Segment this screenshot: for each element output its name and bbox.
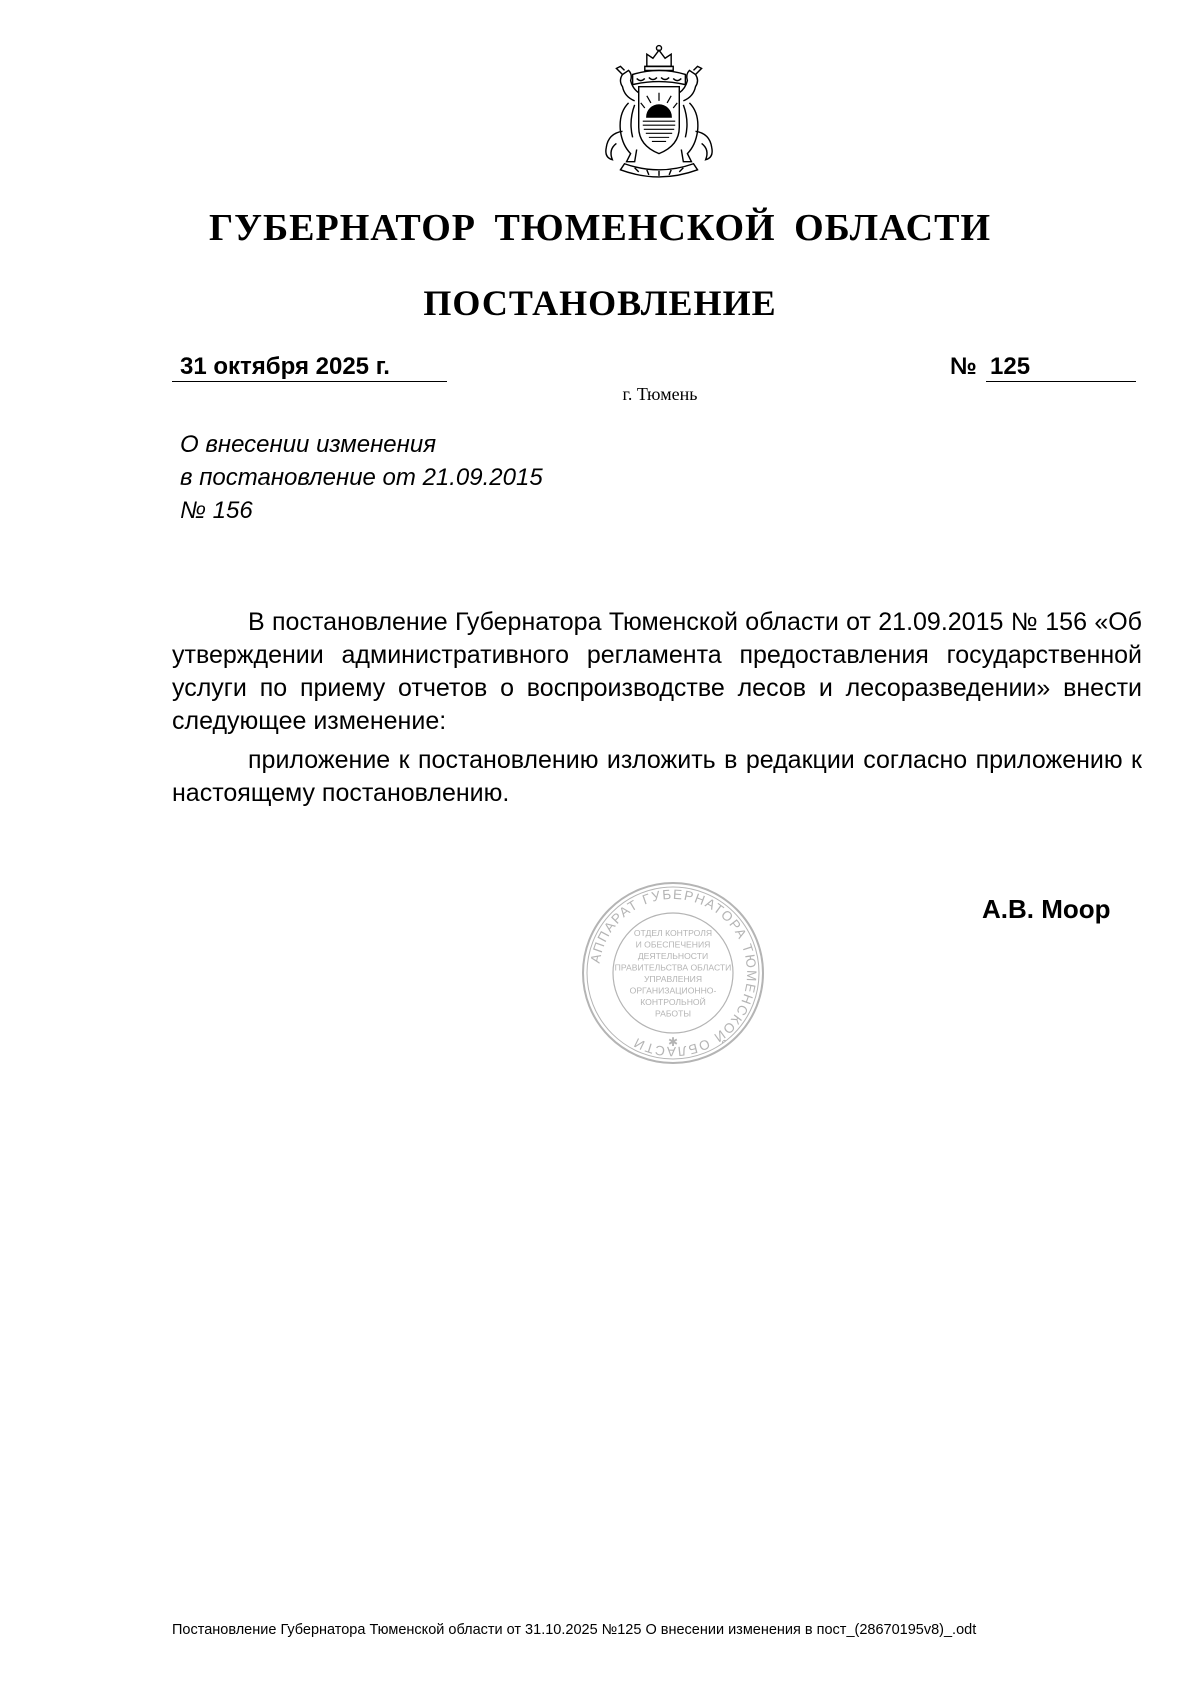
signer-name: А.В. Моор [982, 894, 1111, 924]
official-seal-stamp [578, 878, 768, 1068]
document-subject [180, 428, 543, 527]
seal-outer-text: АППАРАТ ГУБЕРНАТОРА ТЮМЕНСКОЙ ОБЛАСТИ [587, 886, 760, 1060]
body-paragraph: В постановление Губернатора Тюменской области от 21.09.2015 № 156 «Об утверждении административного регламента предоставления государственной услуги по приему отчетов о воспроизводстве лесов и лесоразведении» внести следующее изменение: [172, 608, 1142, 735]
seal-inner-line: РАБОТЫ [655, 1008, 691, 1019]
subject-line: О внесении изменения [180, 431, 437, 458]
seal-inner-line: КОНТРОЛЬНОЙ [640, 996, 706, 1007]
document-number: 125 [986, 352, 1136, 382]
seal-inner-line: ОРГАНИЗАЦИОННО- [629, 985, 717, 996]
document-type: ПОСТАНОВЛЕНИЕ [423, 283, 777, 323]
subject-line: № 156 [180, 497, 253, 524]
document-date: 31 октября 2025 г. [172, 352, 447, 382]
seal-inner-line: И ОБЕСПЕЧЕНИЯ [635, 939, 711, 950]
document-city: г. Тюмень [622, 384, 698, 404]
number-sign: № [950, 353, 977, 380]
seal-inner-line: ОТДЕЛ КОНТРОЛЯ [633, 927, 713, 938]
document-body [172, 606, 1142, 816]
issuing-authority: ГУБЕРНАТОР ТЮМЕНСКОЙ ОБЛАСТИ [208, 207, 992, 249]
seal-inner-line: УПРАВЛЕНИЯ [643, 973, 703, 984]
file-footer: Постановление Губернатора Тюменской области от 31.10.2025 №125 О внесении изменения в пост_(28670195v8)_.odt [172, 1622, 977, 1638]
body-paragraph: приложение к постановлению изложить в редакции согласно приложению к настоящему постановлению. [172, 746, 1142, 807]
star-icon: ✱ [667, 1035, 679, 1049]
coat-of-arms-icon [588, 40, 730, 182]
subject-line: в постановление от 21.09.2015 [180, 464, 543, 491]
seal-inner-line: ПРАВИТЕЛЬСТВА ОБЛАСТИ [614, 962, 732, 973]
seal-inner-line: ДЕЯТЕЛЬНОСТИ [637, 950, 709, 961]
